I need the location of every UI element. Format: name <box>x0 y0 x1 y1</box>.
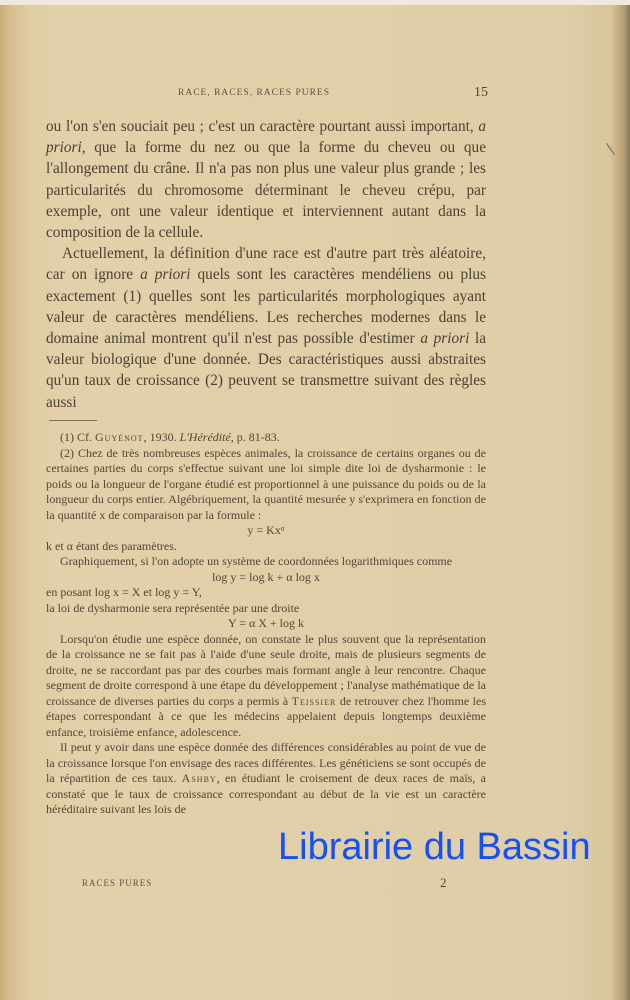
footnotes <box>46 430 486 818</box>
running-title: RACE, RACES, RACES PURES <box>178 88 331 98</box>
formula-line: Y = α X + log k <box>227 616 305 630</box>
page-number: 15 <box>474 85 488 100</box>
running-header <box>178 85 488 100</box>
margin-pencil-mark <box>606 143 615 155</box>
watermark-text: Librairie du Bassin <box>278 826 591 868</box>
formula-power-law: y = Kxᵅ <box>247 523 285 537</box>
footnote-2: (2) Chez de très nombreuses espèces animales, la croissance de certains organes ou de certaines parties du corps s'effectue suivant une loi simple dite loi de dysharmonie : le poids ou la longueur de l'organe étudié est proportionnel à une puissance du poids ou de la longueur du corps entier. Algébriquement, la quantité mesurée y s'exprimera en fonction de la quantité x de comparaison par la formule : <box>46 445 486 522</box>
paragraph-1: ou l'on s'en souciait peu ; c'est un caractère pourtant aussi important, a priori, que la forme du nez ou que la forme du cheveu ou que l'allongement du crâne. Il n'a pas non plus une valeur plus grande ; les particularités du chromosome déterminant le cheveu crépu, par exemple, ont une valeur identique et interviennent autant dans la composition de la cellule. <box>46 118 486 242</box>
footnote-separator <box>49 420 97 421</box>
footnote-params: k et α étant des paramètres. <box>46 538 177 553</box>
formula-log: log y = log k + α log x <box>212 569 320 584</box>
footnote-droite: la loi de dysharmonie sera représentée par une droite <box>46 600 300 615</box>
main-text <box>46 116 486 413</box>
footnote-lorsqu: Lorsqu'on étudie une espèce donnée, on constate le plus souvent que la représentation de la croissance ne se fait pas à l'aide d'une seule droite, mais de plusieurs segments de droite, ne se raccordant pas par des courbes mais formant angle à leur rencontre. Chaque segment de droite correspond à une étape du développement ; l'analyse mathématique de la croissance de diverses parties du corps a permis à Teissier de retrouver chez l'homme les étapes correspondant à ce que les médecins appelaient depuis longtemps deuxième enfance, troisième enfance, adolescence. <box>46 631 487 739</box>
footnote-posant: en posant log x = X et log y = Y, <box>46 585 202 599</box>
footnote-graph: Graphiquement, si l'on adopte un système de coordonnées logarithmiques comme <box>60 554 453 568</box>
footnote-peut: Il peut y avoir dans une espèce donnée des différences considérables au point de vue de la croissance lorsque l'on envisage des races différentes. Les généticiens se sont occupés de la répartition de ces taux. Ashby, en étudiant le croisement de deux races de maïs, a constaté que le taux de croissance correspondant au début de la vie est un caractère héréditaire suivant les lois de <box>46 740 487 816</box>
sheet-number: 2 <box>440 875 447 890</box>
footnote-1: (1) Cf. Guyénot, 1930. L'Hérédité, p. 81-83. <box>60 430 280 444</box>
signature-mark: RACES PURES <box>82 878 153 888</box>
paragraph-2: Actuellement, la définition d'une race est d'autre part très aléatoire, car on ignore a priori quels sont les caractères mendéliens ou plus exactement (1) quelles sont les particularités morphologiques ayant valeur de caractères mendéliens. Les recherches modernes dans le domaine animal montrent qu'il n'est pas possible d'estimer a priori la valeur biologique d'une donnée. Des caractéristiques aussi abstraites qu'un taux de croissance (2) peuvent se transmettre suivant des règles aussi <box>46 245 487 411</box>
scan-top-edge <box>0 0 630 5</box>
